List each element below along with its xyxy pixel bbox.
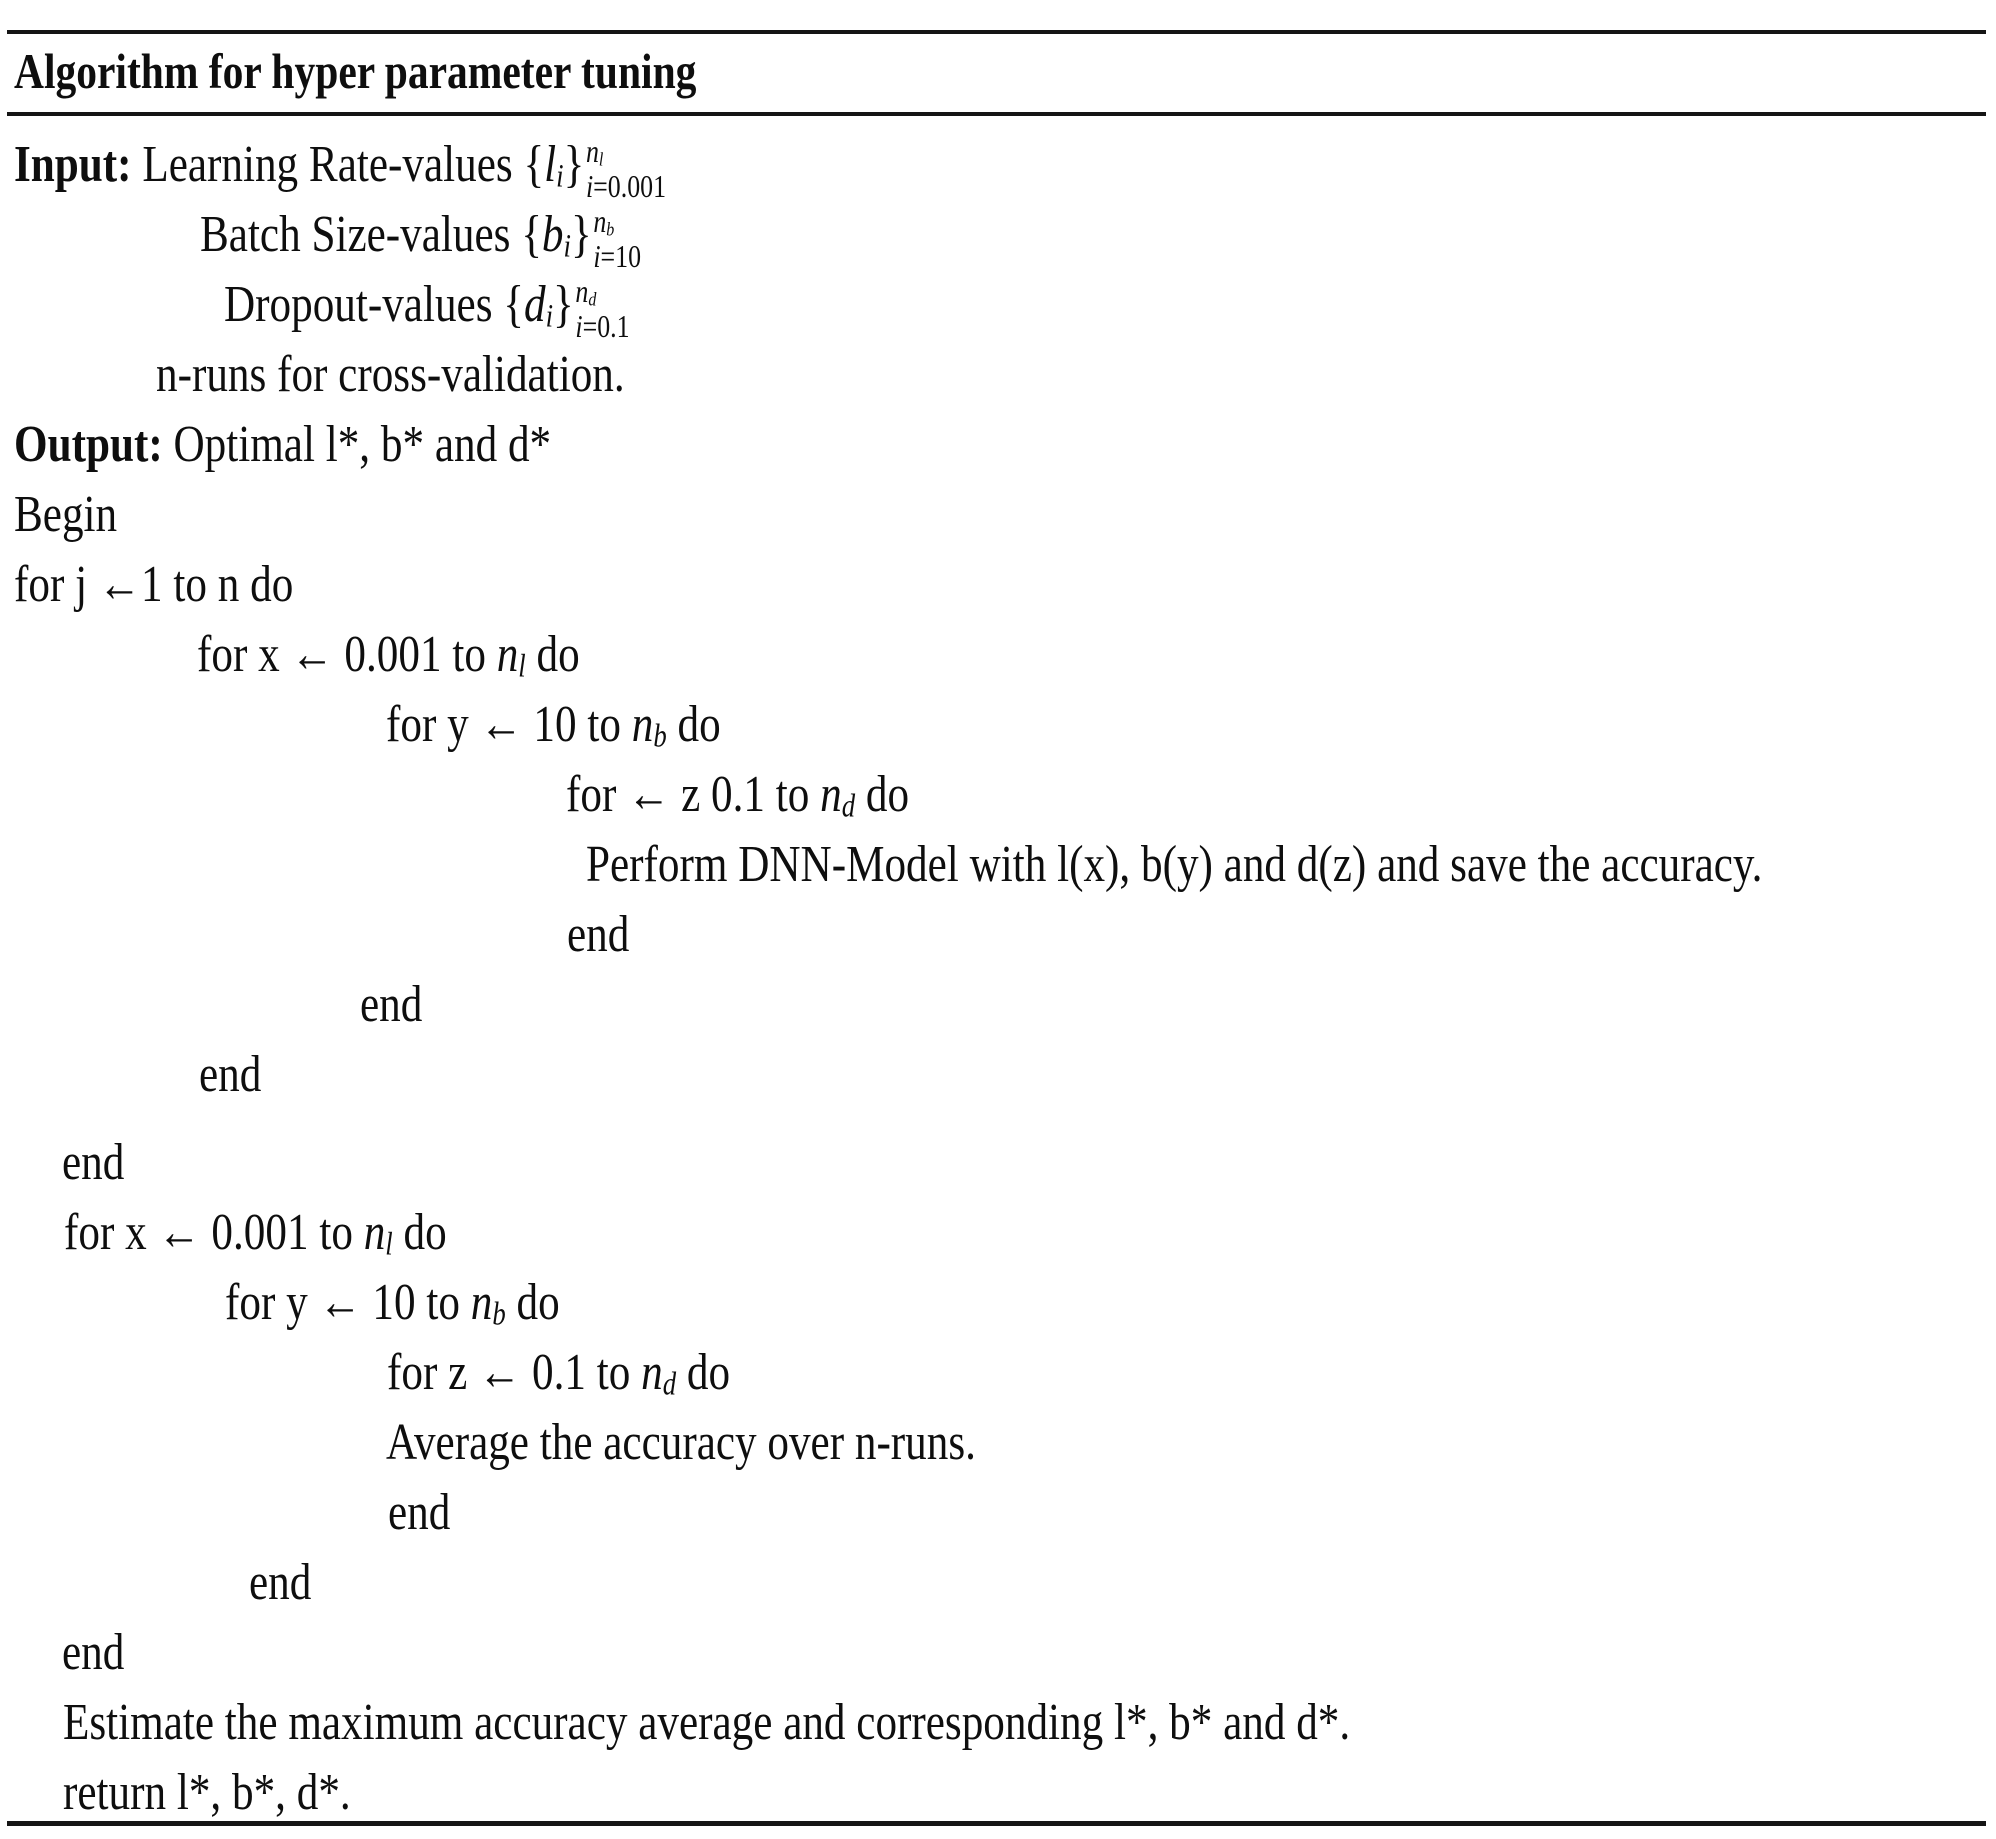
text-segment: b xyxy=(606,218,615,240)
supsub-script xyxy=(586,135,666,205)
text-segment: for ← z 0.1 to xyxy=(566,766,821,823)
text-segment: Learning Rate-values xyxy=(142,136,524,193)
header-rule xyxy=(7,112,1986,116)
text-segment: Dropout-values xyxy=(224,276,504,333)
input-batch-size-line-text xyxy=(200,200,641,280)
text-segment: end xyxy=(199,1046,262,1103)
average-line xyxy=(0,1408,1996,1478)
algorithm-body xyxy=(0,130,1996,1828)
for-x-line-2 xyxy=(0,1198,1996,1268)
text-segment: l xyxy=(598,148,604,170)
text-segment: end xyxy=(62,1624,125,1681)
text-segment: n-runs for cross-validation. xyxy=(156,346,625,403)
end-line-4-text xyxy=(62,1128,124,1198)
text-segment: do xyxy=(676,1344,731,1401)
for-j-line-text xyxy=(14,550,293,620)
text-segment: end xyxy=(388,1484,451,1541)
text-segment: do xyxy=(392,1204,447,1261)
bottom-rule xyxy=(7,1821,1986,1826)
text-segment: b xyxy=(541,206,564,263)
text-segment: d xyxy=(588,288,597,310)
text-segment: d xyxy=(841,787,856,824)
supsub-script xyxy=(575,275,629,345)
text-segment: l xyxy=(385,1225,393,1262)
for-x-line-1 xyxy=(0,620,1996,690)
end-line-4 xyxy=(0,1128,1996,1198)
text-segment: end xyxy=(567,906,630,963)
text-segment: n xyxy=(470,1274,493,1331)
text-segment: Average the accuracy over n-runs. xyxy=(386,1414,976,1471)
for-z-line-2-text xyxy=(387,1338,730,1418)
text-segment: n xyxy=(585,133,599,169)
output-line-text xyxy=(14,410,551,480)
text-segment: d xyxy=(662,1365,677,1402)
text-segment: Batch Size-values xyxy=(200,206,522,263)
text-segment: b xyxy=(492,1295,506,1332)
algorithm-title-text: Algorithm for hyper parameter tuning xyxy=(14,43,697,99)
text-segment: end xyxy=(249,1554,312,1611)
text-segment: d xyxy=(524,276,546,333)
for-y-line-2 xyxy=(0,1268,1996,1338)
output-line xyxy=(0,410,1996,480)
average-line-text xyxy=(386,1408,976,1478)
input-learning-rate-line xyxy=(0,130,1996,204)
text-segment: return l*, b*, d*. xyxy=(63,1764,351,1821)
text-segment: n xyxy=(641,1344,663,1401)
perform-dnn-line xyxy=(0,830,1996,900)
text-segment: end xyxy=(62,1134,125,1191)
text-segment: n xyxy=(363,1204,386,1261)
end-line-2 xyxy=(0,970,1996,1040)
input-learning-rate-line-text xyxy=(14,130,666,210)
text-segment: n xyxy=(593,203,607,239)
end-line-1 xyxy=(0,900,1996,970)
text-segment: Input: xyxy=(14,136,143,193)
text-segment: for x ← 0.001 to xyxy=(64,1204,364,1261)
begin-line-text xyxy=(14,480,117,550)
end-line-7 xyxy=(0,1618,1996,1688)
end-line-5-text xyxy=(388,1478,450,1548)
end-line-6-text xyxy=(249,1548,311,1618)
text-segment: for x ← 0.001 to xyxy=(197,626,497,683)
text-segment: for y ← 10 to xyxy=(386,696,632,753)
text-segment: } xyxy=(570,206,592,263)
for-z-line-1 xyxy=(0,760,1996,830)
text-segment: n xyxy=(575,273,589,309)
text-segment: l xyxy=(544,136,557,193)
for-y-line-1-text xyxy=(386,690,721,770)
text-segment: i xyxy=(556,157,564,194)
text-segment: i xyxy=(585,168,594,204)
for-j-line xyxy=(0,550,1996,620)
for-x-line-1-text xyxy=(197,620,580,700)
text-segment: Begin xyxy=(14,486,118,543)
end-line-6 xyxy=(0,1548,1996,1618)
for-z-line-2 xyxy=(0,1338,1996,1408)
text-segment: i xyxy=(563,227,571,264)
text-segment: end xyxy=(360,976,423,1033)
text-segment: for j ←1 to n do xyxy=(14,556,294,613)
text-segment: i xyxy=(545,297,554,334)
input-batch-size-line xyxy=(0,200,1996,274)
text-segment: { xyxy=(521,206,542,263)
input-dropout-line xyxy=(0,270,1996,344)
end-line-5 xyxy=(0,1478,1996,1548)
for-y-line-1 xyxy=(0,690,1996,760)
text-segment: Output: xyxy=(14,416,174,473)
end-line-7-text xyxy=(62,1618,124,1688)
begin-line xyxy=(0,480,1996,550)
end-line-3 xyxy=(0,1040,1996,1110)
top-rule xyxy=(7,30,1986,34)
text-segment: do xyxy=(505,1274,560,1331)
supsub-script xyxy=(593,205,641,275)
superscript-row xyxy=(593,205,641,240)
text-segment: =10 xyxy=(600,238,642,274)
input-dropout-line-text xyxy=(224,270,630,350)
input-nruns-line-text xyxy=(156,340,625,410)
algorithm-title xyxy=(14,44,836,99)
text-segment: } xyxy=(553,276,574,333)
text-segment: do xyxy=(525,626,580,683)
text-segment: { xyxy=(503,276,525,333)
for-x-line-2-text xyxy=(64,1198,447,1278)
for-y-line-2-text xyxy=(225,1268,560,1348)
text-segment: for z ← 0.1 to xyxy=(387,1344,642,1401)
superscript-row xyxy=(575,275,629,310)
text-segment: n xyxy=(496,626,519,683)
text-segment: } xyxy=(563,136,585,193)
text-segment: Perform DNN-Model with l(x), b(y) and d(z) and save the accuracy. xyxy=(586,836,1763,893)
input-nruns-line xyxy=(0,340,1996,410)
text-segment: b xyxy=(653,717,667,754)
return-line-text xyxy=(63,1758,351,1828)
perform-dnn-line-text xyxy=(586,830,1762,900)
estimate-line xyxy=(0,1688,1996,1758)
end-line-1-text xyxy=(567,900,629,970)
for-z-line-1-text xyxy=(566,760,909,840)
end-line-2-text xyxy=(360,970,422,1040)
text-segment: l xyxy=(518,647,526,684)
text-segment: n xyxy=(631,696,654,753)
text-segment: Estimate the maximum accuracy average and corresponding l*, b* and d*. xyxy=(63,1694,1351,1751)
text-segment: do xyxy=(666,696,721,753)
text-segment: for y ← 10 to xyxy=(225,1274,471,1331)
text-segment: { xyxy=(523,136,545,193)
text-segment: do xyxy=(855,766,910,823)
text-segment: n xyxy=(820,766,842,823)
superscript-row xyxy=(586,135,666,170)
text-segment: i xyxy=(575,308,583,344)
return-line xyxy=(0,1758,1996,1828)
end-line-3-text xyxy=(199,1040,261,1110)
text-segment: i xyxy=(593,238,601,274)
estimate-line-text xyxy=(63,1688,1350,1758)
text-segment: =0.1 xyxy=(582,308,630,344)
text-segment: Optimal l*, b* and d* xyxy=(173,416,552,473)
text-segment: =0.001 xyxy=(593,168,667,204)
